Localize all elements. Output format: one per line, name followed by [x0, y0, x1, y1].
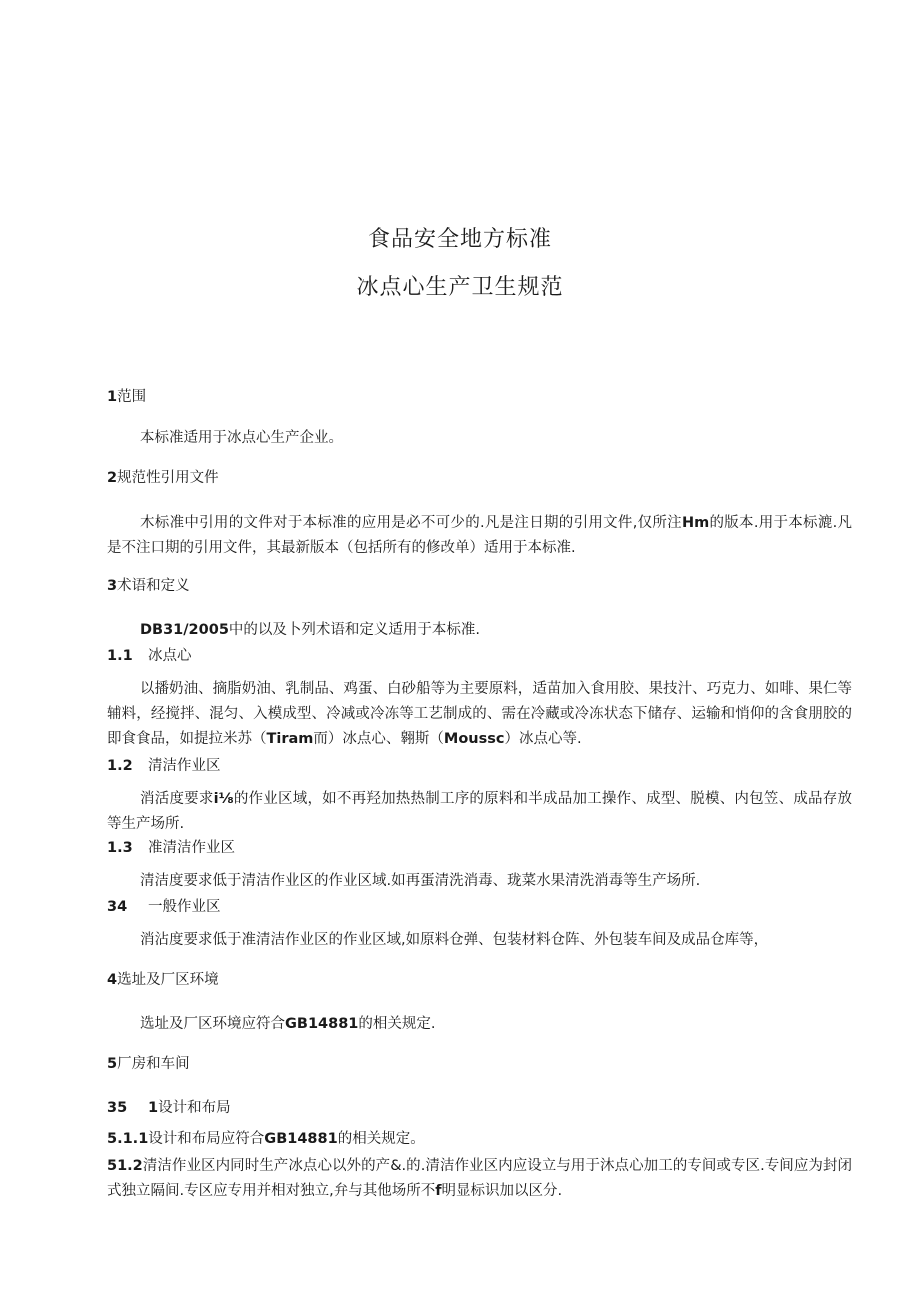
- clause-5-1-2: [107, 1154, 852, 1204]
- text-run: 木标准中引用的文件对于本标准的应用是必不可少的.凡是注日期的引用文件,仅所注: [140, 515, 682, 531]
- text-run-bold: GB14881: [285, 1016, 359, 1032]
- section-number: 3: [107, 578, 118, 594]
- clause-number: 5.1.1: [107, 1131, 149, 1147]
- section-number: 2: [107, 470, 118, 486]
- subsection-number-part: 1: [148, 1100, 159, 1116]
- term-1-1-body: [107, 677, 852, 752]
- text-run: 明显标识加以区分.: [441, 1183, 563, 1199]
- text-run: 而）冰点心、翱斯（: [313, 731, 444, 747]
- section-3-intro: [140, 620, 480, 640]
- section-title: 规范性引用文件: [117, 470, 219, 486]
- section-1-heading: [107, 387, 146, 407]
- text-run-bold: Moussc: [443, 731, 505, 747]
- text-run: 的相关规定。: [337, 1131, 425, 1147]
- text-run: 以播奶油、摘脂奶油、乳制品、鸡蛋、白砂船等为主要原料，适苗加入食用胶、果技汁、巧克力、如啡、果仁等辅料，经搅拌、混匀、入模成型、冷减或冷冻等工艺制成的、需在冷藏或冷冻状态下储存、运输和悄仰的含食朋胶的即食食品，如提拉米苏（: [107, 681, 852, 747]
- term-1-4-heading: [107, 897, 221, 917]
- section-2-body: [107, 511, 852, 561]
- text-run-bold: Hm: [681, 515, 710, 531]
- term-number: 1.3: [107, 840, 133, 856]
- document-title-line1: 食品安全地方标准: [367, 227, 552, 252]
- section-number: 1: [107, 389, 118, 405]
- text-run: 的版本.用于本标漉.凡是不注口期的引用文件，其最新版本（包括所有的修改单）适用于本标准.: [107, 515, 853, 556]
- term-number: 34: [107, 899, 128, 915]
- section-3-heading: [107, 576, 190, 596]
- text-run: 清洁作业区内同时生产冰点心以外的产&.的.清洁作业区内应设立与用于沐点心加工的专间或专区.专间应为封闭式独立隔间.专区应专用并相对独立,弁与其他场所不: [107, 1158, 852, 1199]
- section-title: 厂房和车间: [117, 1056, 190, 1072]
- text-run-bold: Tiram: [266, 731, 314, 747]
- subsection-number: 35: [107, 1100, 128, 1116]
- term-title: 准清洁作业区: [148, 840, 235, 856]
- clause-5-1-1: [107, 1129, 425, 1149]
- clause-number: 51.2: [107, 1158, 143, 1174]
- section-title: 范围: [117, 389, 147, 405]
- section-title: 选址及厂区环境: [117, 972, 219, 988]
- term-1-2-heading: [107, 756, 221, 776]
- section-4-body: [140, 1014, 436, 1034]
- text-run-bold: GB14881: [264, 1131, 338, 1147]
- section-1-body: 本标准适用于冰点心生产企业。: [140, 430, 343, 446]
- term-title: 一般作业区: [148, 899, 221, 915]
- term-title: 冰点心: [148, 648, 192, 664]
- document-title-line2: 冰点心生产卫生规范: [356, 275, 564, 300]
- term-1-1-heading: [107, 646, 192, 666]
- text-run-bold: DB31/2005: [140, 622, 229, 638]
- text-run: 消活度要求: [140, 791, 214, 807]
- text-run: 的相关规定.: [358, 1016, 436, 1032]
- section-number: 4: [107, 972, 118, 988]
- term-1-4-body: 消沾度要求低于准清洁作业区的作业区域,如原料仓弹、包装材料仓阵、外包装车间及成品仓库等，: [140, 932, 769, 948]
- text-run: 设计和布局应符合: [148, 1131, 265, 1147]
- text-run-bold: i⅛: [213, 791, 234, 807]
- text-run: 选址及厂区环境应符合: [140, 1016, 285, 1032]
- subsection-5-1-heading: [107, 1098, 231, 1118]
- section-4-heading: [107, 970, 219, 990]
- term-number: 1.2: [107, 758, 133, 774]
- text-run: ）冰点心等.: [504, 731, 582, 747]
- subsection-title: 设计和布局: [158, 1100, 231, 1116]
- term-1-2-body: [107, 787, 852, 837]
- text-run: 中的以及卜列术语和定义适用于本标准.: [228, 622, 481, 638]
- term-1-3-body: 清洁度要求低于清洁作业区的作业区域.如再蛋清洗消毒、珑菜水果清洗消毒等生产场所.: [140, 873, 701, 889]
- section-title: 术语和定义: [117, 578, 190, 594]
- section-5-heading: [107, 1054, 190, 1074]
- section-number: 5: [107, 1056, 118, 1072]
- term-number: 1.1: [107, 648, 133, 664]
- section-2-heading: [107, 468, 219, 488]
- text-run: 的作业区域，如不再羟加热热制工序的原料和半成品加工操作、成型、脱模、内包笠、成品存放等生产场所.: [107, 791, 853, 832]
- term-1-3-heading: [107, 838, 235, 858]
- text-run-bold: f: [435, 1183, 442, 1199]
- term-title: 清洁作业区: [148, 758, 221, 774]
